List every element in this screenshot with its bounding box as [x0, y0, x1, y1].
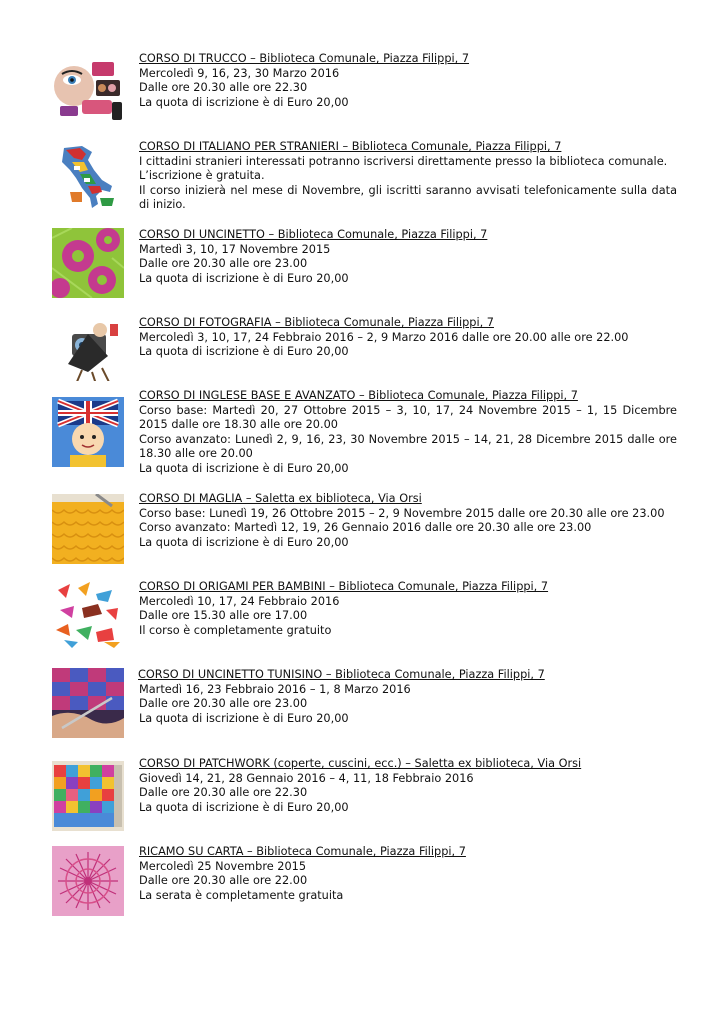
course-title: CORSO DI UNCINETTO TUNISINO – Biblioteca Comunale, Piazza Filippi, 7 — [138, 668, 545, 681]
knitting-photo — [52, 494, 124, 564]
makeup-photo — [52, 54, 124, 120]
course-title: CORSO DI FOTOGRAFIA – Biblioteca Comunale, Piazza Filippi, 7 — [139, 316, 494, 329]
course-detail: Mercoledì 3, 10, 17, 24 Febbraio 2016 – 2, 9 Marzo 2016 dalle ore 20.00 alle ore 22.00 — [139, 330, 629, 344]
course-text — [139, 389, 677, 477]
course-text — [139, 140, 677, 213]
course-detail: Corso base: Lunedì 19, 26 Ottobre 2015 – 2, 9 Novembre 2015 dalle ore 20.30 alle ore 23.00 — [139, 506, 665, 520]
course-text — [139, 316, 677, 360]
course-detail: Dalle ore 20.30 alle ore 22.00 — [139, 874, 308, 888]
course-detail: La quota di iscrizione è di Euro 20,00 — [139, 800, 349, 814]
course-detail: Corso base: Martedì 20, 27 Ottobre 2015 – 3, 10, 17, 24 Novembre 2015 – 1, 15 Dicembre 2015 dalle ore 18.30 alle ore 20.00 — [139, 403, 677, 432]
course-detail: Martedì 3, 10, 17 Novembre 2015 — [139, 242, 331, 256]
course-detail: La quota di iscrizione è di Euro 20,00 — [139, 95, 349, 109]
course-detail: La quota di iscrizione è di Euro 20,00 — [139, 461, 349, 475]
course-detail: La quota di iscrizione è di Euro 20,00 — [139, 535, 349, 549]
course-title: CORSO DI INGLESE BASE E AVANZATO – Biblioteca Comunale, Piazza Filippi, 7 — [139, 389, 578, 402]
course-detail: La quota di iscrizione è di Euro 20,00 — [139, 271, 349, 285]
course-text — [139, 492, 677, 550]
course-text — [139, 845, 677, 903]
course-detail: Dalle ore 20.30 alle ore 23.00 — [139, 697, 308, 711]
course-title: CORSO DI TRUCCO – Biblioteca Comunale, Piazza Filippi, 7 — [139, 52, 470, 65]
course-detail: Mercoledì 9, 16, 23, 30 Marzo 2016 — [139, 66, 340, 80]
course-text — [139, 580, 677, 638]
course-detail: Mercoledì 25 Novembre 2015 — [139, 859, 307, 873]
crochet-flowers-photo — [52, 228, 124, 298]
course-detail: Mercoledì 10, 17, 24 Febbraio 2016 — [139, 594, 340, 608]
course-detail: I cittadini stranieri interessati potranno iscriversi direttamente presso la biblioteca comunale. — [139, 154, 668, 168]
course-text — [139, 757, 677, 815]
course-detail: La quota di iscrizione è di Euro 20,00 — [139, 345, 349, 359]
course-title: CORSO DI ITALIANO PER STRANIERI – Biblioteca Comunale, Piazza Filippi, 7 — [139, 140, 562, 153]
course-detail: Corso avanzato: Lunedì 2, 9, 16, 23, 30 Novembre 2015 – 14, 21, 28 Dicembre 2015 dalle ore 18.30 alle ore 20.00 — [139, 432, 677, 461]
course-detail: L’iscrizione è gratuita. — [139, 169, 265, 183]
english-boy-cartoon — [52, 397, 124, 467]
tunisian-crochet-photo — [52, 668, 124, 738]
italy-flags-map-image — [52, 142, 124, 212]
course-text — [138, 668, 676, 726]
course-detail: Il corso è completamente gratuito — [139, 623, 332, 637]
origami-animals-photo — [52, 580, 124, 650]
course-detail: Martedì 16, 23 Febbraio 2016 – 1, 8 Marzo 2016 — [139, 682, 411, 696]
course-detail: La quota di iscrizione è di Euro 20,00 — [139, 711, 349, 725]
course-detail: Dalle ore 20.30 alle ore 22.30 — [139, 786, 308, 800]
course-detail: Dalle ore 20.30 alle ore 22.30 — [139, 81, 308, 95]
course-detail: Dalle ore 15.30 alle ore 17.00 — [139, 609, 308, 623]
photographer-cartoon — [52, 317, 124, 381]
course-detail: Il corso inizierà nel mese di Novembre, gli iscritti saranno avvisati telefonicamente sulla data di inizio. — [139, 183, 677, 212]
course-title: CORSO DI MAGLIA – Saletta ex biblioteca, Via Orsi — [139, 492, 422, 505]
course-title: CORSO DI PATCHWORK (coperte, cuscini, ecc.) – Saletta ex biblioteca, Via Orsi — [139, 757, 582, 770]
course-title: RICAMO SU CARTA – Biblioteca Comunale, Piazza Filippi, 7 — [139, 845, 466, 858]
course-detail: La serata è completamente gratuita — [139, 888, 344, 902]
course-detail: Dalle ore 20.30 alle ore 23.00 — [139, 257, 308, 271]
course-detail: Corso avanzato: Martedì 12, 19, 26 Gennaio 2016 dalle ore 20.30 alle ore 23.00 — [139, 521, 592, 535]
patchwork-photo — [52, 761, 124, 831]
course-title: CORSO DI UNCINETTO – Biblioteca Comunale, Piazza Filippi, 7 — [139, 228, 488, 241]
course-detail: Giovedì 14, 21, 28 Gennaio 2016 – 4, 11, 18 Febbraio 2016 — [139, 771, 474, 785]
course-text — [139, 228, 677, 286]
course-title: CORSO DI ORIGAMI PER BAMBINI – Biblioteca Comunale, Piazza Filippi, 7 — [139, 580, 549, 593]
course-text — [139, 52, 677, 110]
paper-embroidery-photo — [52, 846, 124, 916]
